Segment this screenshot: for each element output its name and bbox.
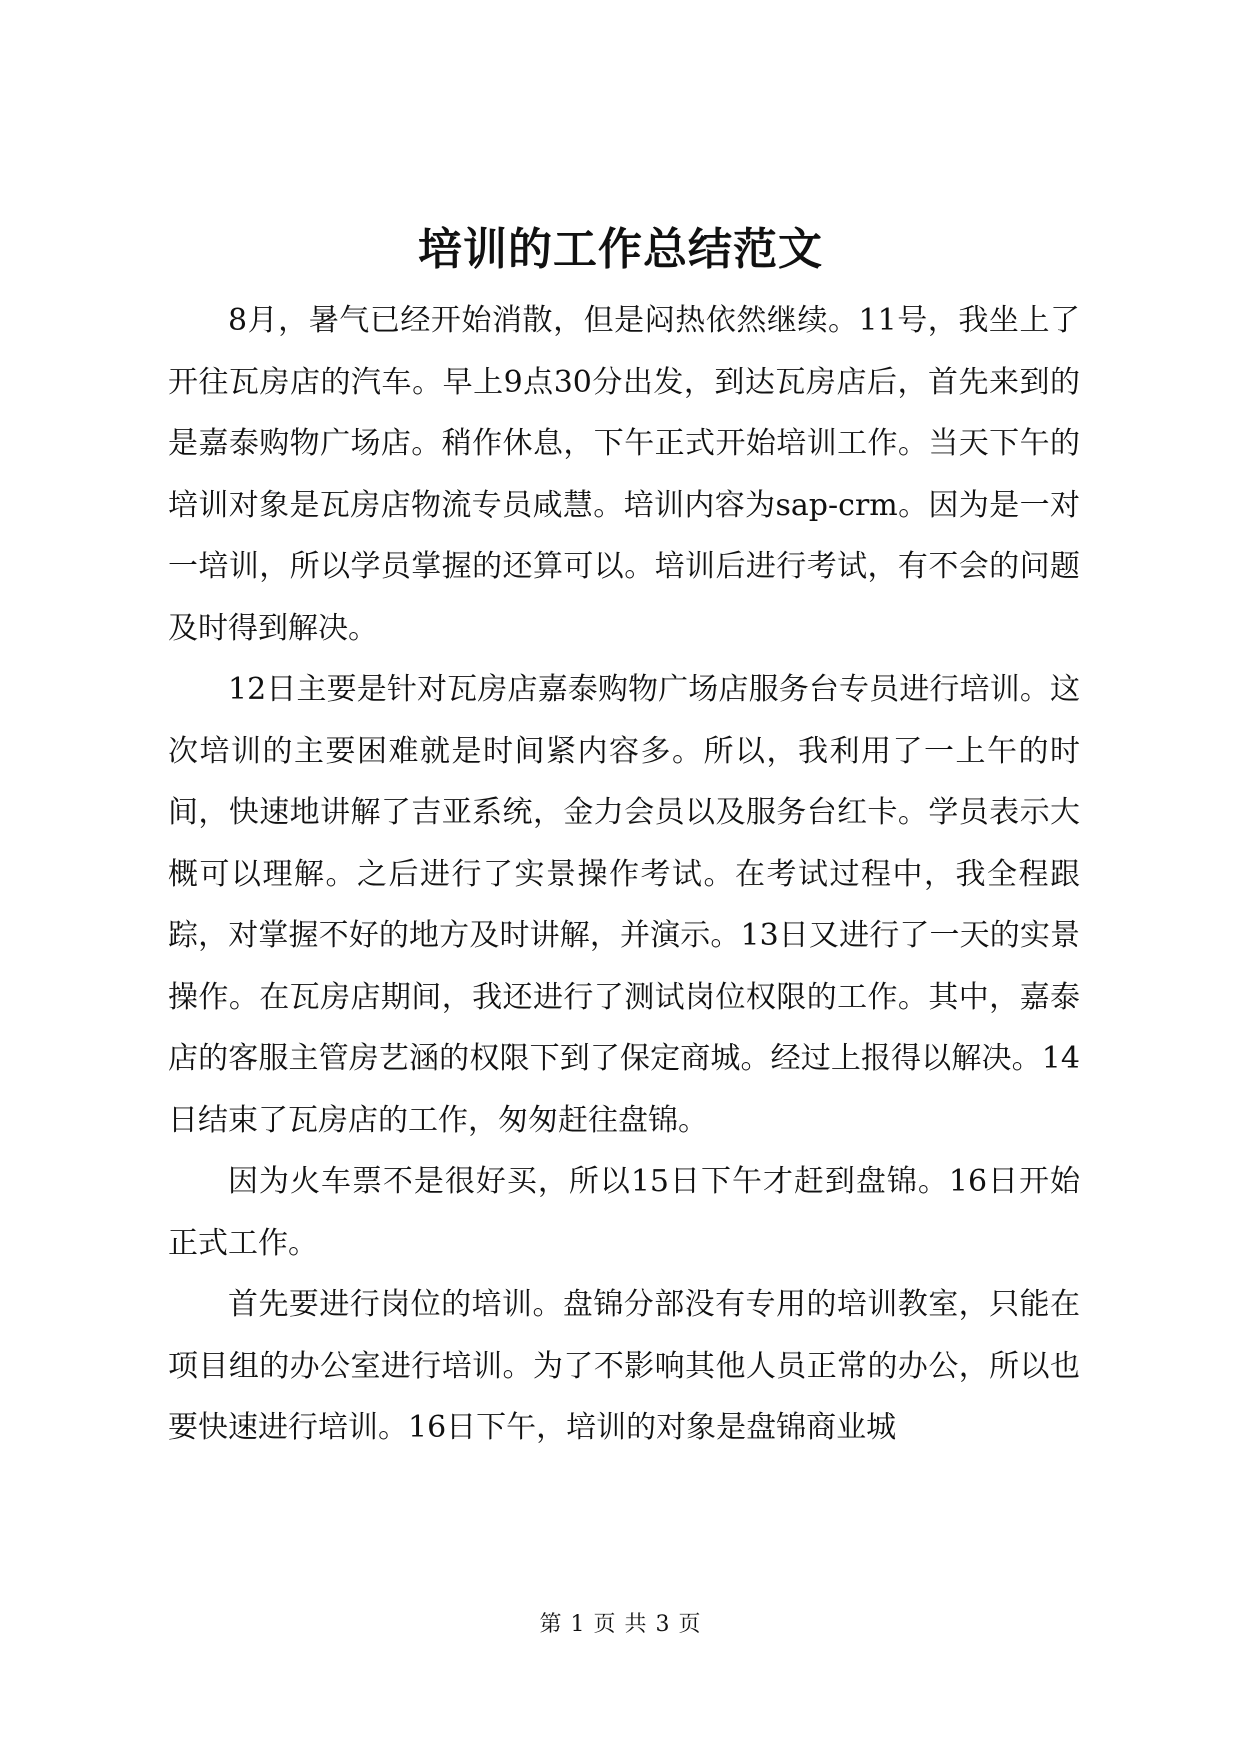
document-title: 培训的工作总结范文: [418, 224, 823, 275]
document-body: [168, 290, 1080, 1459]
page-number: 第 1 页 共 3 页: [539, 1612, 702, 1637]
paragraph-3: 因为火车票不是很好买，所以15日下午才赶到盘锦。16日开始正式工作。: [168, 1164, 1080, 1261]
paragraph-2: 12日主要是针对瓦房店嘉泰购物广场店服务台专员进行培训。这次培训的主要困难就是时间紧内容多。所以，我利用了一上午的时间，快速地讲解了吉亚系统，金力会员以及服务台红卡。学员表示大概可以理解。之后进行了实景操作考试。在考试过程中，我全程跟踪，对掌握不好的地方及时讲解，并演示。13日又进行了一天的实景操作。在瓦房店期间，我还进行了测试岗位权限的工作。其中，嘉泰店的客服主管房艺涵的权限下到了保定商城。经过上报得以解决。14日结束了瓦房店的工作，匆匆赶往盘锦。: [168, 672, 1080, 1138]
paragraph-1: 8月，暑气已经开始消散，但是闷热依然继续。11号，我坐上了开往瓦房店的汽车。早上9点30分出发，到达瓦房店后，首先来到的是嘉泰购物广场店。稍作休息，下午正式开始培训工作。当天下午的培训对象是瓦房店物流专员咸慧。培训内容为sap-crm。因为是一对一培训，所以学员掌握的还算可以。培训后进行考试，有不会的问题及时得到解决。: [168, 303, 1080, 646]
paragraph-4: 首先要进行岗位的培训。盘锦分部没有专用的培训教室，只能在项目组的办公室进行培训。为了不影响其他人员正常的办公，所以也要快速进行培训。16日下午，培训的对象是盘锦商业城: [168, 1287, 1080, 1445]
